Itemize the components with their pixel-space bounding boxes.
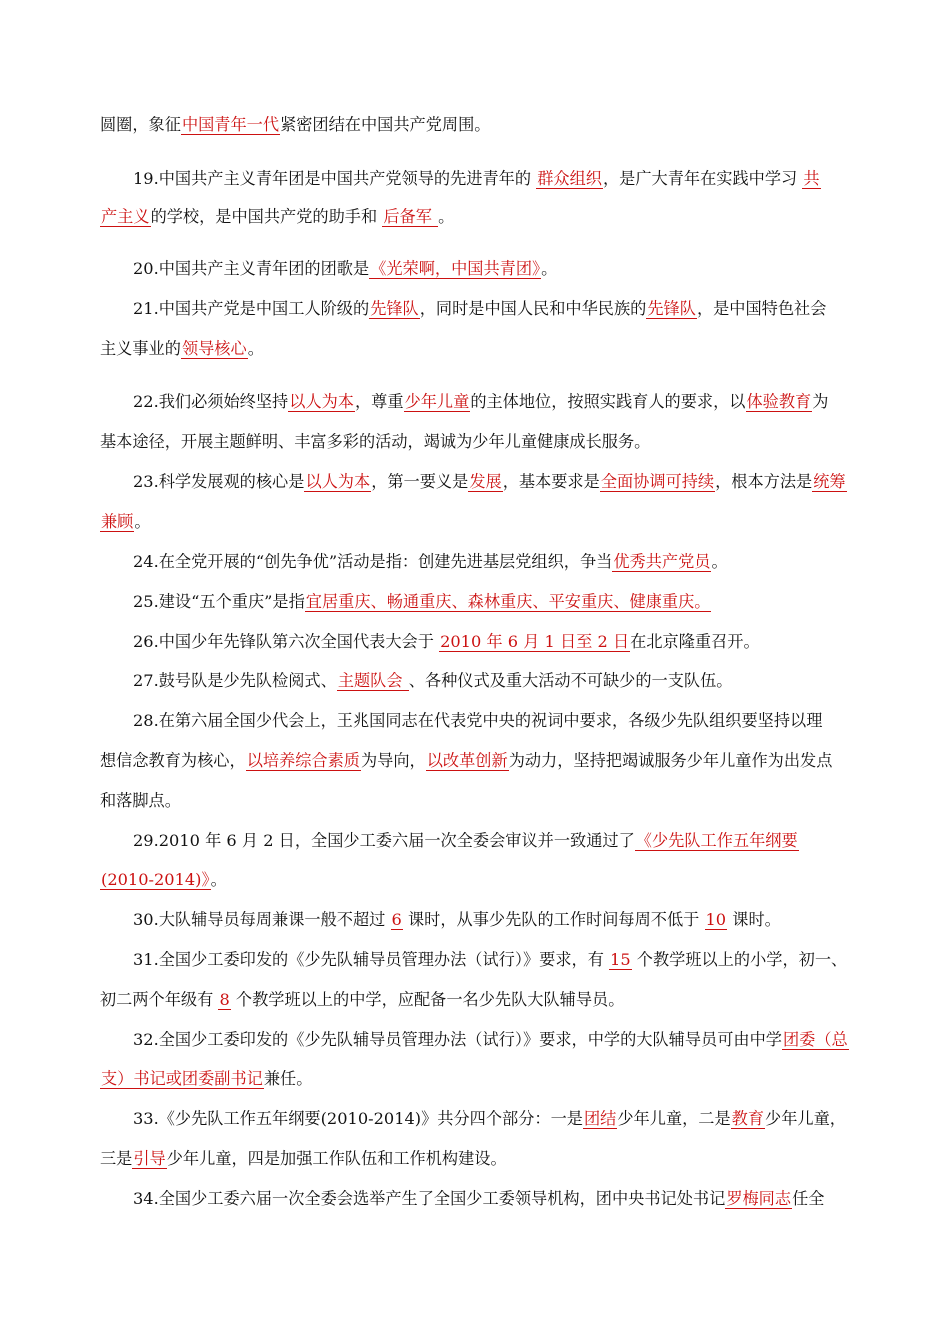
answer-blank: 以培养综合素质 bbox=[246, 751, 360, 770]
text-segment: 个教学班以上的小学，初一、 bbox=[631, 950, 848, 969]
text-segment: 26.中国少年先锋队第六次全国代表大会于 bbox=[133, 632, 440, 651]
answer-blank: 发展 bbox=[469, 472, 502, 491]
answer-blank: 教育 bbox=[731, 1109, 765, 1128]
text-segment: 课时，从事少先队的工作时间每周不低于 bbox=[402, 910, 705, 929]
text-segment: 19.中国共产主义青年团是中国共产党领导的先进青年的 bbox=[133, 169, 537, 188]
text-segment: 。 bbox=[134, 512, 151, 531]
text-segment: ，是中国特色社会 bbox=[696, 299, 827, 318]
text-line-l24 bbox=[100, 1067, 312, 1091]
text-segment: 在北京隆重召开。 bbox=[630, 632, 760, 651]
text-segment: 少年儿童，四是加强工作队伍和工作机构建设。 bbox=[166, 1149, 507, 1168]
text-segment: 三是 bbox=[100, 1149, 133, 1168]
text-segment: 为 bbox=[812, 392, 829, 411]
text-segment: 基本途径，开展主题鲜明、丰富多彩的活动，竭诚为少年儿童健康成长服务。 bbox=[100, 432, 651, 451]
text-segment: 紧密团结在中国共产党周围。 bbox=[280, 115, 491, 134]
text-segment: 。 bbox=[247, 339, 264, 358]
text-line-l11 bbox=[133, 550, 728, 574]
text-line-l26 bbox=[100, 1147, 507, 1171]
text-line-l16 bbox=[100, 749, 832, 773]
text-line-l10 bbox=[100, 510, 151, 534]
text-segment: 21.中国共产党是中国工人阶级的 bbox=[133, 299, 370, 318]
answer-blank: 《光荣啊，中国共青团》 bbox=[370, 259, 541, 278]
answer-blank: 少年儿童 bbox=[404, 392, 470, 411]
text-segment: 圆圈，象征 bbox=[100, 115, 181, 134]
text-segment: 为动力，坚持把竭诚服务少年儿童作为出发点 bbox=[508, 751, 833, 770]
text-segment: 29.2010 年 6 月 2 日，全国少工委六届一次全委会审议并一致通过了 bbox=[133, 831, 635, 850]
text-line-l17 bbox=[100, 789, 181, 813]
text-line-l27 bbox=[133, 1187, 824, 1211]
text-line-l06 bbox=[100, 337, 264, 361]
answer-blank: 兼顾 bbox=[101, 512, 134, 531]
text-segment: 课时。 bbox=[727, 910, 781, 929]
text-line-l22 bbox=[100, 988, 624, 1012]
text-line-l01 bbox=[100, 113, 491, 137]
text-segment: 33.《少先队工作五年纲要(2010-2014)》共分四个部分：一是 bbox=[133, 1109, 583, 1128]
text-line-l03 bbox=[100, 205, 454, 229]
answer-blank: 《少先队工作五年纲要 bbox=[635, 831, 798, 850]
text-segment: 主义事业的 bbox=[100, 339, 181, 358]
text-line-l12 bbox=[133, 590, 711, 614]
text-segment: 为导向， bbox=[361, 751, 426, 770]
answer-blank: 先锋队 bbox=[647, 299, 696, 318]
text-segment: 22.我们必须始终坚持 bbox=[133, 392, 289, 411]
answer-blank: 优秀共产党员 bbox=[613, 552, 711, 571]
answer-blank: 引导 bbox=[133, 1149, 166, 1168]
answer-blank: 团结 bbox=[583, 1109, 617, 1128]
answer-blank: 以人为本 bbox=[305, 472, 371, 491]
answer-blank: 中国青年一代 bbox=[181, 115, 280, 134]
answer-blank: 罗梅同志 bbox=[726, 1189, 792, 1208]
text-line-l14 bbox=[133, 669, 732, 693]
text-line-l09 bbox=[133, 470, 847, 494]
text-line-l05 bbox=[133, 297, 826, 321]
answer-blank: 宜居重庆、畅通重庆、森林重庆、平安重庆、健康重庆。 bbox=[305, 592, 711, 611]
text-segment: 。 bbox=[210, 870, 227, 889]
text-segment: 28.在第六届全国少代会上，王兆国同志在代表党中央的祝词中要求，各级少先队组织要坚持以理 bbox=[133, 711, 823, 730]
answer-blank: 8 bbox=[219, 990, 230, 1009]
text-segment: 。 bbox=[541, 259, 558, 278]
answer-blank: 领导核心 bbox=[181, 339, 247, 358]
answer-blank: 支）书记或团委副书记 bbox=[101, 1069, 263, 1088]
answer-blank: 体验教育 bbox=[746, 392, 812, 411]
answer-blank: (2010-2014)》 bbox=[101, 870, 210, 889]
text-segment: 的学校，是中国共产党的助手和 bbox=[150, 207, 383, 226]
answer-blank: 以人为本 bbox=[289, 392, 354, 411]
text-segment: 和落脚点。 bbox=[100, 791, 181, 810]
text-segment: 个教学班以上的中学，应配备一名少先队大队辅导员。 bbox=[230, 990, 625, 1009]
text-segment: ，第一要义是 bbox=[371, 472, 469, 491]
answer-blank: 先锋队 bbox=[370, 299, 419, 318]
answer-blank: 群众组织 bbox=[537, 169, 602, 188]
answer-blank: 以改革创新 bbox=[426, 751, 508, 770]
answer-blank: 15 bbox=[610, 950, 631, 969]
text-line-l07 bbox=[133, 390, 828, 414]
text-segment: ，同时是中国人民和中华民族的 bbox=[419, 299, 647, 318]
text-line-l02 bbox=[133, 167, 821, 191]
answer-blank: 主题队会 bbox=[337, 671, 408, 690]
text-segment: 31.全国少工委印发的《少先队辅导员管理办法（试行）》要求，有 bbox=[133, 950, 610, 969]
text-line-l18 bbox=[133, 829, 799, 853]
text-line-l19 bbox=[100, 868, 227, 892]
text-segment: 34.全国少工委六届一次全委会选举产生了全国少工委领导机构，团中央书记处书记 bbox=[133, 1189, 726, 1208]
text-line-l08 bbox=[100, 430, 650, 454]
text-segment: 少年儿童，二是 bbox=[617, 1109, 731, 1128]
answer-blank: 共 bbox=[803, 169, 820, 188]
text-segment: 少年儿童， bbox=[765, 1109, 846, 1128]
text-line-l20 bbox=[133, 908, 781, 932]
answer-blank: 统筹 bbox=[813, 472, 846, 491]
text-segment: 兼任。 bbox=[263, 1069, 313, 1088]
text-segment: 20.中国共产主义青年团的团歌是 bbox=[133, 259, 370, 278]
text-segment: 32.全国少工委印发的《少先队辅导员管理办法（试行）》要求，中学的大队辅导员可由中学 bbox=[133, 1030, 782, 1049]
text-segment: 24.在全党开展的“创先争优”活动是指：创建先进基层党组织，争当 bbox=[133, 552, 613, 571]
text-line-l23 bbox=[133, 1028, 849, 1052]
text-segment: ，根本方法是 bbox=[715, 472, 813, 491]
text-segment: 30.大队辅导员每周兼课一般不超过 bbox=[133, 910, 391, 929]
text-segment: ，基本要求是 bbox=[502, 472, 600, 491]
text-line-l13 bbox=[133, 630, 760, 654]
answer-blank: 全面协调可持续 bbox=[600, 472, 715, 491]
answer-blank: 2010 年 6 月 1 日至 2 日 bbox=[440, 632, 630, 651]
text-segment: 25.建设“五个重庆”是指 bbox=[133, 592, 305, 611]
answer-blank: 10 bbox=[705, 910, 727, 929]
text-segment: 想信念教育为核心， bbox=[100, 751, 246, 770]
text-segment: 的主体地位，按照实践育人的要求，以 bbox=[470, 392, 746, 411]
text-segment: 初二两个年级有 bbox=[100, 990, 219, 1009]
text-segment: 。 bbox=[711, 552, 728, 571]
text-segment: 23.科学发展观的核心是 bbox=[133, 472, 305, 491]
text-line-l15 bbox=[133, 709, 822, 733]
text-line-l04 bbox=[133, 257, 557, 281]
text-segment: 、各种仪式及重大活动不可缺少的一支队伍。 bbox=[408, 671, 733, 690]
text-segment: ，是广大青年在实践中学习 bbox=[602, 169, 803, 188]
text-segment: 任全 bbox=[792, 1189, 825, 1208]
text-segment: ，尊重 bbox=[355, 392, 404, 411]
text-segment: 。 bbox=[438, 207, 455, 226]
answer-blank: 6 bbox=[391, 910, 402, 929]
answer-blank: 团委（总 bbox=[782, 1030, 848, 1049]
text-segment: 27.鼓号队是少先队检阅式、 bbox=[133, 671, 337, 690]
text-line-l25 bbox=[133, 1107, 846, 1131]
answer-blank: 后备军 bbox=[383, 207, 438, 226]
text-line-l21 bbox=[133, 948, 847, 972]
answer-blank: 产主义 bbox=[101, 207, 150, 226]
